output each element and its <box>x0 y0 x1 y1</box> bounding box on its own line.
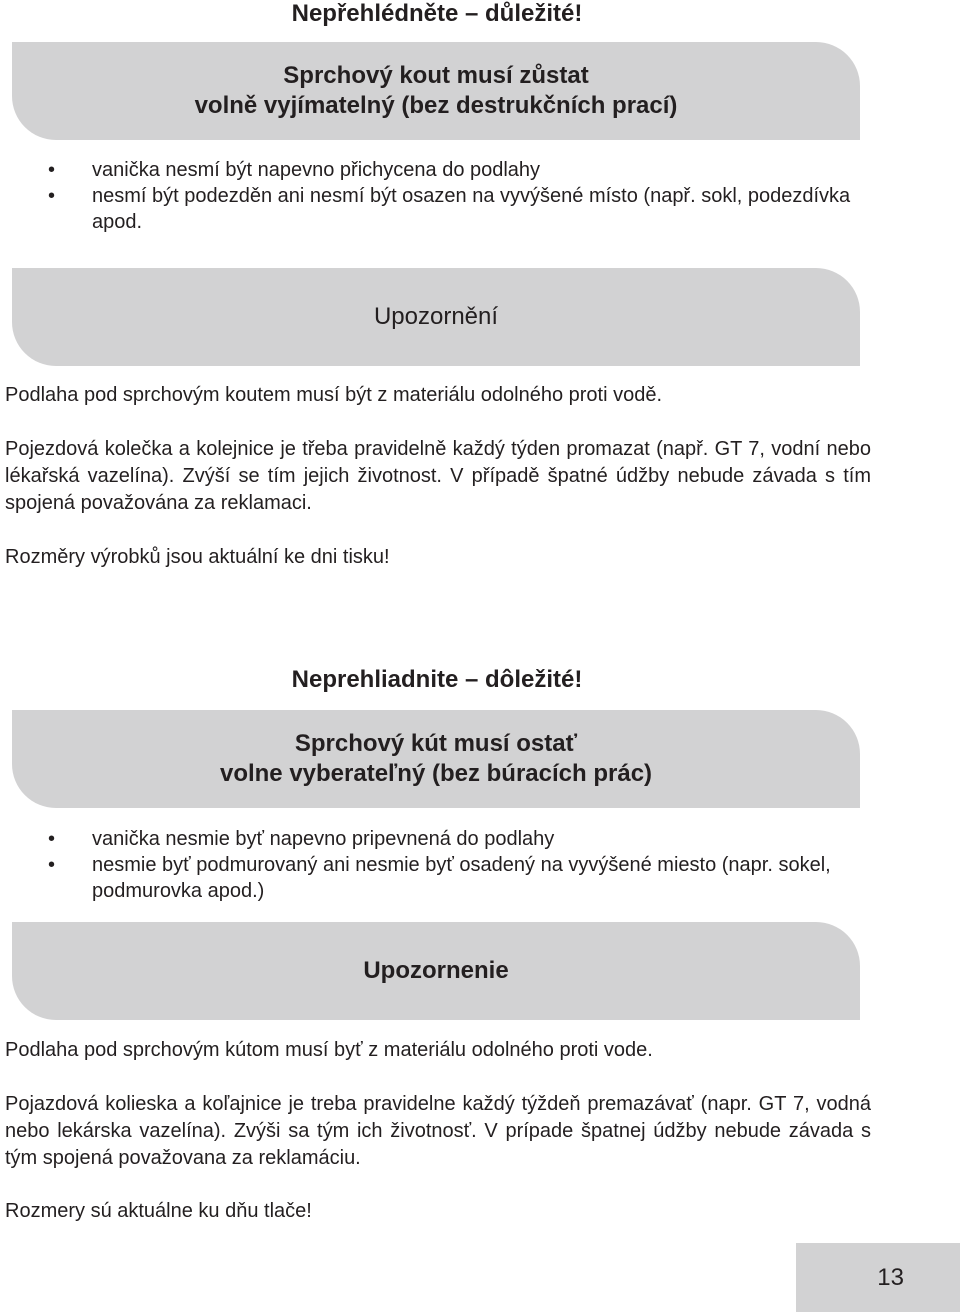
sk-paragraph-floor: Podlaha pod sprchovým kútom musí byť z materiálu odolného proti vode. <box>5 1039 653 1061</box>
sk-removable-notice-box <box>12 710 860 808</box>
cz-paragraph-dimensions: Rozměry výrobků jsou aktuální ke dni tisku! <box>5 546 390 568</box>
sk-box-line-2: volne vyberateľný (bez búracích prác) <box>219 760 653 787</box>
cz-bullet-list <box>0 157 880 235</box>
list-item: • nesmie byť podmurovaný ani nesmie byť osadený na vyvýšené miesto (napr. sokel, podmurovka apod.) <box>0 852 880 904</box>
cz-box-line-1: Sprchový kout musí zůstat <box>283 62 589 89</box>
list-item: • vanička nesmie byť napevno pripevnená do podlahy <box>0 826 880 852</box>
sk-warning-box <box>12 922 860 1020</box>
cz-warning-title: Upozornění <box>373 303 499 330</box>
sk-paragraph-maintenance: Pojazdová kolieska a koľajnice je treba pravidelne každý týždeň premazávať (napr. GT 7, vodná nebo lekárska vazelína). Zvýši sa tým ich životnosť. V prípade špatnej údžby nebude závada s tým spojená považovana za reklamáciu. <box>5 1093 871 1169</box>
sk-bullet-list <box>0 826 880 904</box>
cz-warning-box <box>12 268 860 366</box>
sk-heading: Neprehliadnite – dôležité! <box>291 666 583 693</box>
list-item: • vanička nesmí být napevno přichycena do podlahy <box>0 157 880 183</box>
sk-warning-title: Upozornenie <box>363 957 509 984</box>
list-item: • nesmí být podezděn ani nesmí být osazen na vyvýšené místo (např. sokl, podezdívka apod. <box>0 183 880 235</box>
sk-paragraph-dimensions: Rozmery sú aktuálne ku dňu tlače! <box>5 1200 312 1222</box>
cz-removable-notice-box <box>12 42 860 140</box>
cz-paragraph-maintenance: Pojezdová kolečka a kolejnice je třeba pravidelně každý týden promazat (např. GT 7, vodní nebo lékařská vazelína). Zvýší se tím jejich životnost. V případě špatné údžby nebude závada s tím spojená považována za reklamaci. <box>5 438 871 514</box>
cz-heading: Nepřehlédněte – důležité! <box>291 0 583 27</box>
sk-box-line-1: Sprchový kút musí ostať <box>294 730 578 757</box>
cz-box-line-2: volně vyjímatelný (bez destrukčních prací) <box>194 92 678 119</box>
page-number: 13 <box>796 1243 960 1312</box>
cz-paragraph-floor: Podlaha pod sprchovým koutem musí být z materiálu odolného proti vodě. <box>5 384 663 406</box>
